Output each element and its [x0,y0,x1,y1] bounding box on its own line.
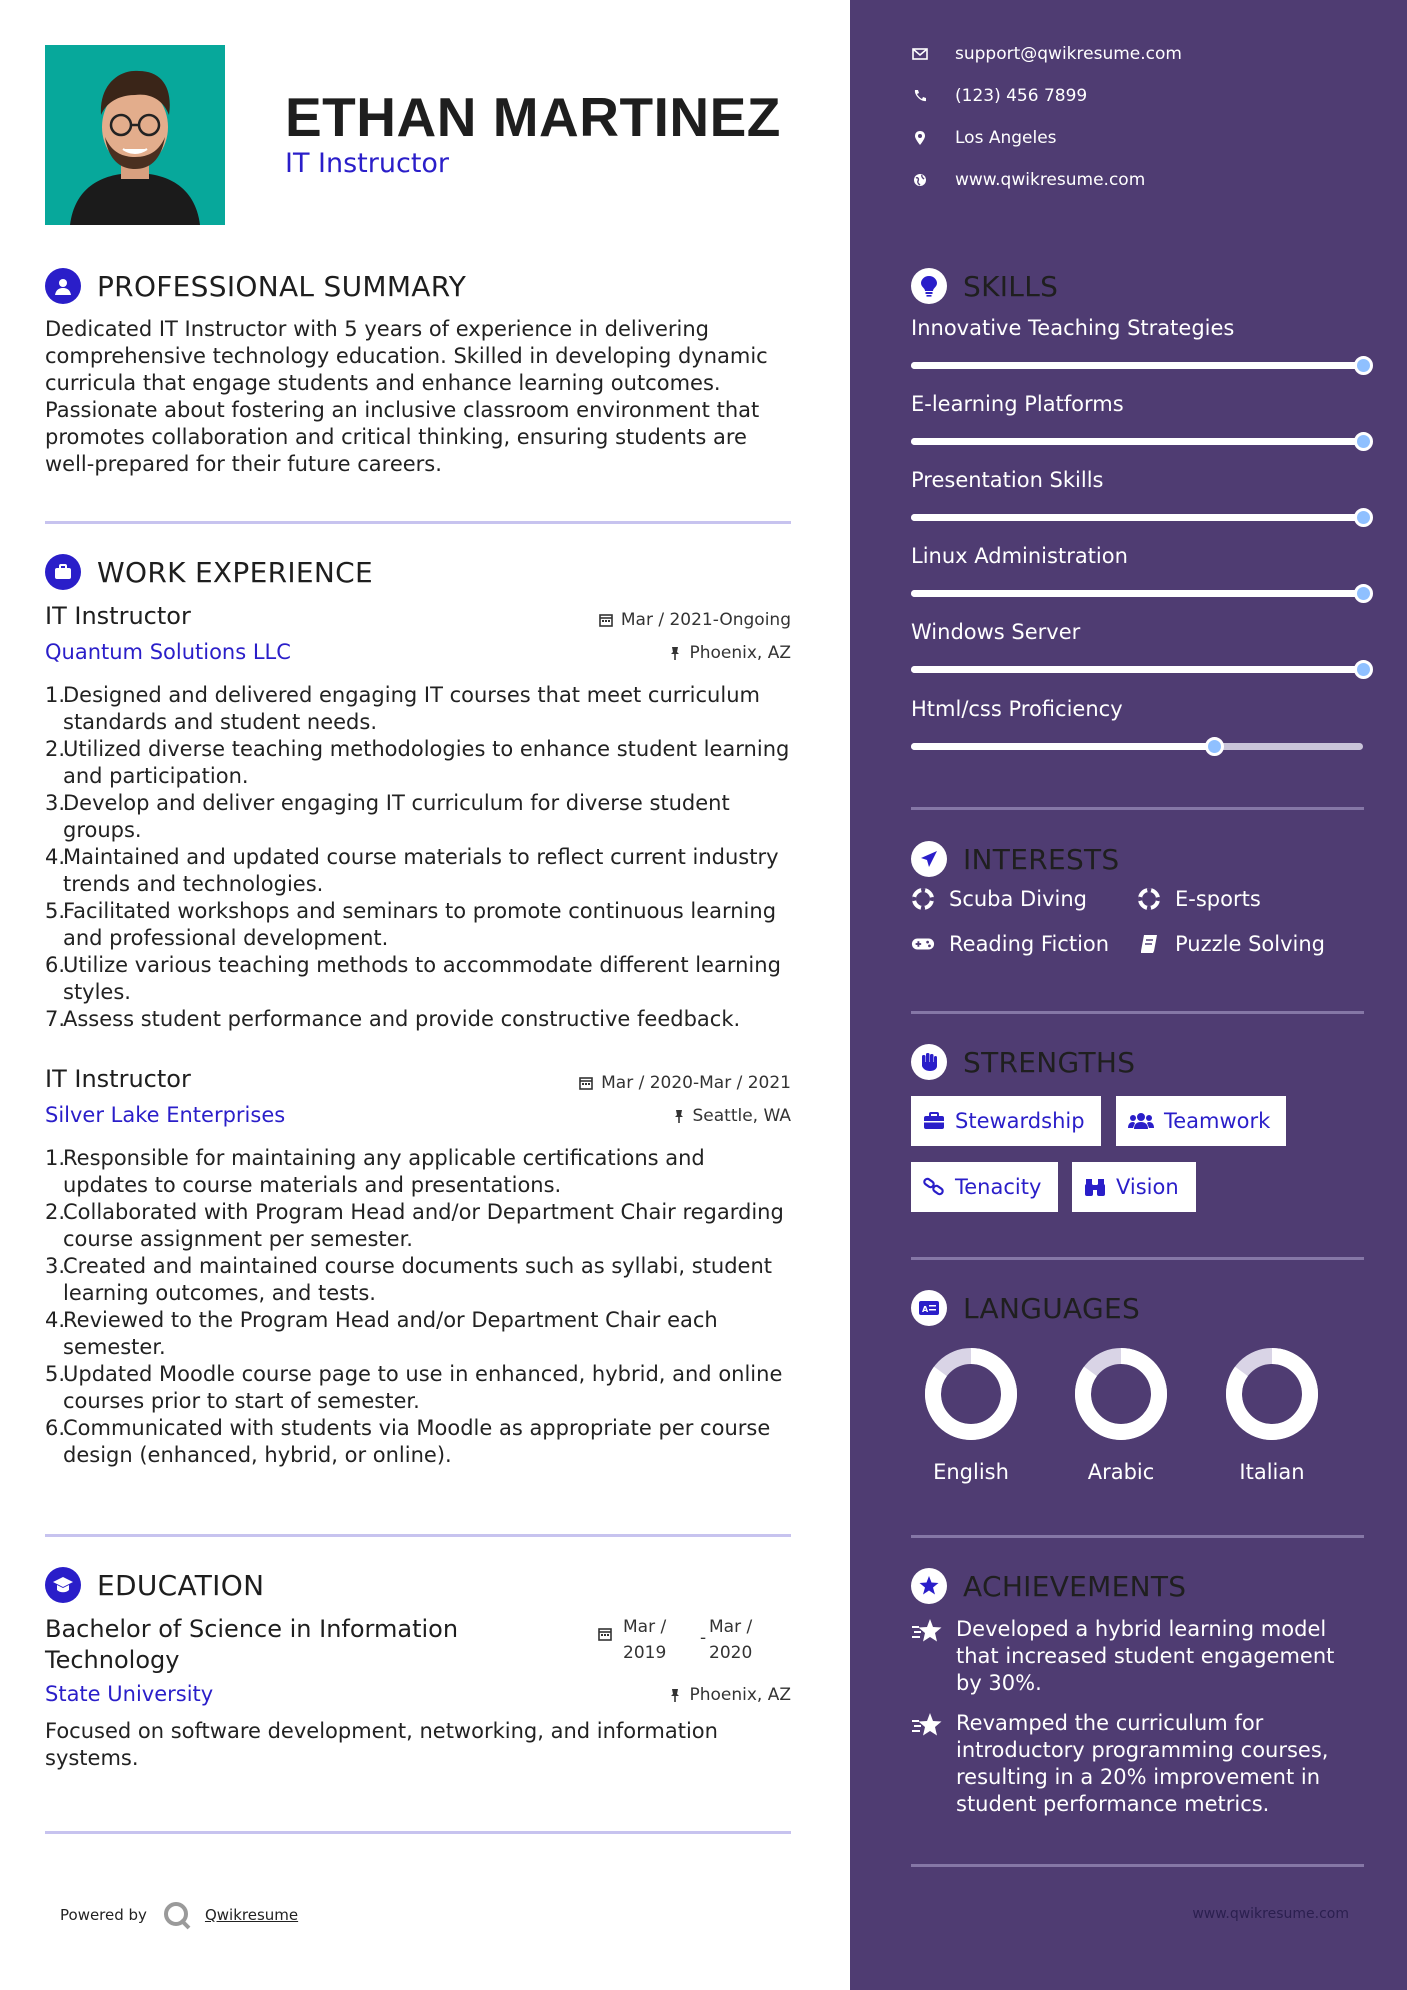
link-icon [923,1177,945,1197]
skill-bar [911,438,1363,445]
list-item: Responsible for maintaining any applicable certifications and updates to course materials and presentations. [63,1146,705,1197]
profile-photo [45,45,225,225]
interest-label: Reading Fiction [949,932,1110,956]
skill-bar [911,743,1363,750]
skills-heading [911,268,1058,304]
divider [911,807,1364,810]
job-location-text: Phoenix, AZ [689,643,791,663]
achievements-heading [911,1568,1186,1604]
contact-location [910,128,1057,148]
email-text[interactable]: support@qwikresume.com [955,44,1182,64]
binoculars-icon [1084,1177,1106,1197]
users-icon [1128,1112,1154,1130]
skill-knob [1205,737,1224,756]
list-item: Communicated with students via Moodle as appropriate per course design (enhanced, hybrid, or online). [63,1416,771,1467]
strength-label: Vision [1116,1175,1179,1199]
skill-label: Innovative Teaching Strategies [911,316,1235,340]
skill-label: Html/css Proficiency [911,697,1123,721]
summary-heading [45,268,466,304]
summary-text: Dedicated IT Instructor with 5 years of experience in delivering comprehensive technology education. Skilled in developing dynamic curricula that engage students and enhance learning outcomes. Passionate about fostering an inclusive classroom environment that promotes collaboration and critical thinking, ensuring students are well-prepared for their future careers. [45,317,768,476]
list-item: Maintained and updated course materials to reflect current industry trends and technologies. [63,845,779,896]
contact-website [910,170,1145,190]
qwikresume-logo-icon [161,1900,195,1930]
job-location-text: Seattle, WA [692,1106,791,1126]
education-heading [45,1567,264,1603]
job-title: IT Instructor [45,602,191,630]
life-ring-icon [1137,888,1161,910]
powered-by-label: Powered by [60,1906,147,1924]
briefcase-icon [923,1112,945,1130]
skill-fill [911,743,1214,750]
skill-label: E-learning Platforms [911,392,1124,416]
language-ring [1071,1344,1171,1444]
user-icon [45,268,81,304]
phone-icon [910,89,930,103]
job-date-text: Mar / 2021-Ongoing [620,610,791,630]
divider [45,1831,791,1834]
strength-chip [911,1162,1058,1212]
strengths-heading [911,1044,1135,1080]
candidate-title: IT Instructor [285,148,450,179]
svg-text:A: A [922,1305,929,1314]
strength-chip [1116,1096,1286,1146]
languages-heading [911,1290,1140,1326]
experience-title: WORK EXPERIENCE [97,555,373,589]
divider [911,1011,1364,1014]
edu-description: Focused on software development, networking, and information systems. [45,1719,718,1770]
language-item [1056,1344,1186,1484]
job-date [579,1073,791,1093]
list-item: Utilize various teaching methods to accommodate different learning styles. [63,953,781,1004]
job-location [673,1106,792,1126]
school-name: State University [45,1682,214,1706]
list-item: Facilitated workshops and seminars to promote continuous learning and professional development. [63,899,777,950]
skill-label: Presentation Skills [911,468,1104,492]
edu-start-date [623,1614,666,1666]
interests-heading [911,841,1120,877]
interests-title: INTERESTS [963,842,1120,876]
edu-start-month: Mar / [623,1617,667,1637]
edu-end-date [709,1614,752,1666]
skills-title: SKILLS [963,269,1059,303]
divider [911,1864,1364,1867]
achievement-text: Revamped the curriculum for introductory programming courses, resulting in a 20% improvement in student performance metrics. [956,1711,1329,1816]
skill-fill [911,590,1363,597]
edu-end-year: 2020 [709,1643,753,1663]
job-bullets [45,682,795,1033]
book-icon [1137,934,1161,954]
fist-icon [911,1044,947,1080]
skill-label: Linux Administration [911,544,1128,568]
divider [45,521,791,524]
calendar-icon [579,1076,593,1090]
list-item: Utilized diverse teaching methodologies to enhance student learning and participation. [63,737,790,788]
interest-item [1137,932,1325,956]
divider [911,1257,1364,1260]
skill-knob [1354,432,1373,451]
strength-chip [1072,1162,1196,1212]
footer-site[interactable]: www.qwikresume.com [1192,1906,1349,1922]
skill-fill [911,666,1363,673]
job-bullets [45,1145,795,1469]
list-item: Collaborated with Program Head and/or Department Chair regarding course assignment per semester. [63,1200,784,1251]
gamepad-icon [911,936,935,952]
list-item: Designed and delivered engaging IT courses that meet curriculum standards and student needs. [63,683,760,734]
list-item: Updated Moodle course page to use in enhanced, hybrid, and online courses prior to start of semester. [63,1362,783,1413]
map-marker-icon [910,130,930,146]
website-text[interactable]: www.qwikresume.com [955,170,1146,190]
date-separator: - [700,1628,707,1648]
achievement-item [911,1710,1351,1818]
divider [45,1534,791,1537]
language-ring [921,1344,1021,1444]
list-item: Reviewed to the Program Head and/or Department Chair each semester. [63,1308,718,1359]
skill-bar [911,362,1363,369]
job-location [669,643,791,663]
divider [911,1535,1364,1538]
life-ring-icon [911,888,935,910]
paper-plane-icon [911,841,947,877]
graduation-cap-icon [45,1567,81,1603]
job-title: IT Instructor [45,1065,191,1093]
language-ring [1222,1344,1322,1444]
edu-location [669,1685,791,1705]
briefcase-icon [45,554,81,590]
edu-end-month: Mar / [709,1617,753,1637]
star-icon [911,1710,945,1818]
interest-item [1137,887,1261,911]
job-company: Quantum Solutions LLC [45,640,291,664]
skill-bar [911,514,1363,521]
achievement-text: Developed a hybrid learning model that increased student engagement by 30%. [956,1617,1335,1695]
interest-item [911,932,1109,956]
strengths-title: STRENGTHS [963,1045,1136,1079]
pin-icon [669,1688,681,1702]
skill-knob [1354,356,1373,375]
skill-label: Windows Server [911,620,1081,644]
experience-heading [45,554,373,590]
degree-title [45,1614,458,1676]
skill-fill [911,514,1363,521]
interest-label: Scuba Diving [949,887,1087,911]
lightbulb-icon [911,268,947,304]
achievement-item [911,1616,1351,1697]
list-item: Assess student performance and provide constructive feedback. [63,1007,741,1031]
edu-start-year: 2019 [623,1643,667,1663]
calendar-icon [599,613,613,627]
pin-icon [673,1109,685,1123]
skill-bar [911,590,1363,597]
skill-knob [1354,508,1373,527]
pin-icon [669,646,681,660]
edu-location-text: Phoenix, AZ [689,1685,791,1705]
star-badge-icon [911,1568,947,1604]
language-item [906,1344,1036,1484]
language-item [1207,1344,1337,1484]
calendar-icon [598,1626,612,1645]
contact-phone [910,86,1087,106]
skill-bar [911,666,1363,673]
list-item: Created and maintained course documents such as syllabi, student learning outcomes, and tests. [63,1254,773,1305]
contact-email [910,44,1182,64]
strength-label: Teamwork [1164,1109,1271,1133]
education-title: EDUCATION [97,1568,265,1602]
globe-icon [910,173,930,187]
strength-label: Tenacity [955,1175,1042,1199]
job-company: Silver Lake Enterprises [45,1103,286,1127]
star-icon [911,1616,945,1697]
powered-by [60,1900,298,1930]
skill-fill [911,438,1363,445]
skill-fill [911,362,1363,369]
language-label: English [933,1460,1009,1484]
job-date [599,610,791,630]
degree-line: Technology [45,1646,180,1674]
languages-title: LANGUAGES [963,1291,1141,1325]
language-label: Italian [1239,1460,1305,1484]
location-text: Los Angeles [955,128,1057,148]
candidate-name: ETHAN MARTINEZ [285,86,781,148]
achievements-title: ACHIEVEMENTS [963,1569,1187,1603]
skill-knob [1354,660,1373,679]
degree-line: Bachelor of Science in Information [45,1615,459,1643]
strength-chip [911,1096,1101,1146]
interest-label: E-sports [1175,887,1261,911]
list-item: Develop and deliver engaging IT curriculum for diverse student groups. [63,791,730,842]
phone-text: (123) 456 7899 [955,86,1088,106]
envelope-icon [910,48,930,60]
language-icon [911,1290,947,1326]
skill-knob [1354,584,1373,603]
job-date-text: Mar / 2020-Mar / 2021 [601,1073,791,1093]
interest-label: Puzzle Solving [1175,932,1325,956]
summary-title: PROFESSIONAL SUMMARY [97,269,467,303]
brand-link[interactable]: Qwikresume [204,1906,299,1924]
language-label: Arabic [1087,1460,1155,1484]
interest-item [911,887,1087,911]
strength-label: Stewardship [955,1109,1085,1133]
